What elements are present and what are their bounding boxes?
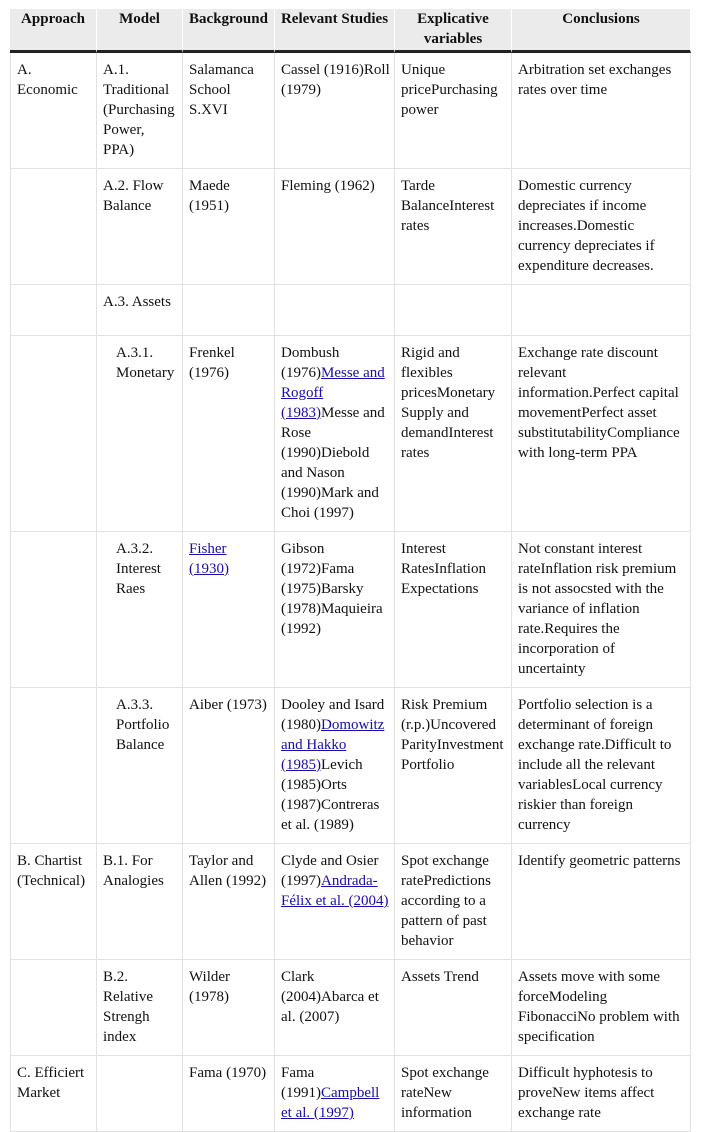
approach-cell	[10, 532, 97, 688]
table-header-row	[10, 9, 691, 53]
variables-cell: Tarde BalanceInterest rates	[395, 169, 512, 285]
study-text: Gibson (1972)	[281, 541, 325, 577]
study-text: Mark and Choi (1997)	[281, 485, 379, 521]
model-cell	[97, 1056, 183, 1132]
studies-cell	[275, 532, 395, 688]
study-text: Fleming (1962)	[281, 178, 375, 194]
variables-cell: Assets Trend	[395, 960, 512, 1056]
conclusions-cell: Assets move with some forceModeling FibonacciNo problem with specification	[512, 960, 691, 1056]
table-row	[10, 844, 691, 960]
conclusions-cell	[512, 285, 691, 336]
study-text: Messe and Rose (1990)	[281, 405, 385, 461]
background-cell: Wilder (1978)	[183, 960, 275, 1056]
conclusions-cell: Difficult hyphotesis to proveNew items affect exchange rate	[512, 1056, 691, 1132]
study-text: Clark (2004)	[281, 969, 321, 1005]
study-text: Maquieira (1992)	[281, 601, 383, 637]
header-background: Background	[183, 9, 275, 53]
studies-cell	[275, 688, 395, 844]
model-cell: A.3.1. Monetary	[97, 336, 183, 532]
study-text: Clyde and Osier (1997)	[281, 853, 379, 889]
approach-cell: A. Economic	[10, 53, 97, 169]
background-cell: Fama (1970)	[183, 1056, 275, 1132]
study-link[interactable]: Campbell et al. (1997)	[281, 1085, 380, 1121]
studies-cell	[275, 53, 395, 169]
study-text: Orts (1987)	[281, 777, 347, 813]
variables-cell: Interest RatesInflation Expectations	[395, 532, 512, 688]
approach-cell	[10, 960, 97, 1056]
approach-cell: C. Efficiert Market	[10, 1056, 97, 1132]
background-cell	[183, 532, 275, 688]
approaches-table	[10, 9, 691, 1132]
header-explicative-variables: Explicative variables	[395, 9, 512, 53]
study-text: Fama (1991)	[281, 1065, 321, 1101]
background-cell: Aiber (1973)	[183, 688, 275, 844]
background-link[interactable]: Fisher (1930)	[189, 541, 229, 577]
header-model: Model	[97, 9, 183, 53]
study-link[interactable]: Andrada-Félix et al. (2004)	[281, 873, 389, 909]
variables-cell: Spot exchange rateNew information	[395, 1056, 512, 1132]
background-cell: Salamanca School S.XVI	[183, 53, 275, 169]
variables-cell	[395, 285, 512, 336]
study-text: Roll (1979)	[281, 62, 390, 98]
study-text: Diebold and Nason (1990)	[281, 445, 370, 501]
header-conclusions: Conclusions	[512, 9, 691, 53]
variables-cell: Risk Premium (r.p.)Uncovered ParityInvestment Portfolio	[395, 688, 512, 844]
header-approach: Approach	[10, 9, 97, 53]
conclusions-cell: Arbitration set exchanges rates over time	[512, 53, 691, 169]
study-text: Cassel (1916)	[281, 62, 364, 78]
study-text: Contreras et al. (1989)	[281, 797, 380, 833]
variables-cell: Rigid and flexibles pricesMonetary Supply and demandInterest rates	[395, 336, 512, 532]
studies-cell	[275, 1056, 395, 1132]
table-row	[10, 53, 691, 169]
study-text: Dombush (1976)	[281, 345, 340, 381]
studies-cell	[275, 844, 395, 960]
model-cell: A.3.2. Interest Raes	[97, 532, 183, 688]
studies-cell	[275, 169, 395, 285]
model-cell: A.1. Traditional (Purchasing Power, PPA)	[97, 53, 183, 169]
approach-cell	[10, 285, 97, 336]
approach-cell	[10, 336, 97, 532]
conclusions-cell: Domestic currency depreciates if income increases.Domestic currency depreciates if expenditure decreases.	[512, 169, 691, 285]
table-row	[10, 169, 691, 285]
conclusions-cell: Identify geometric patterns	[512, 844, 691, 960]
table-row	[10, 285, 691, 336]
study-link[interactable]: Messe and Rogoff (1983)	[281, 365, 385, 421]
study-link[interactable]: Domowitz and Hakko (1985)	[281, 717, 385, 773]
table-row	[10, 960, 691, 1056]
study-text: Levich (1985)	[281, 757, 363, 793]
model-cell: A.3.3. Portfolio Balance	[97, 688, 183, 844]
conclusions-cell: Exchange rate discount relevant information.Perfect capital movementPerfect asset substitutabilityCompliance with long-term PPA	[512, 336, 691, 532]
conclusions-cell: Not constant interest rateInflation risk premium is not assocsted with the variance of inflation rate.Requires the incorporation of uncertainty	[512, 532, 691, 688]
studies-cell	[275, 285, 395, 336]
approach-cell	[10, 169, 97, 285]
header-relevant-studies: Relevant Studies	[275, 9, 395, 53]
table-row	[10, 532, 691, 688]
model-cell: A.2. Flow Balance	[97, 169, 183, 285]
model-cell: A.3. Assets	[97, 285, 183, 336]
conclusions-cell: Portfolio selection is a determinant of foreign exchange rate.Difficult to include all the relevant variablesLocal currency riskier than foreign currency	[512, 688, 691, 844]
background-cell	[183, 285, 275, 336]
approach-cell: B. Chartist (Technical)	[10, 844, 97, 960]
study-text: Barsky (1978)	[281, 581, 364, 617]
studies-cell	[275, 960, 395, 1056]
table-body	[10, 53, 691, 1132]
table-row	[10, 688, 691, 844]
table-row	[10, 1056, 691, 1132]
study-text: Abarca et al. (2007)	[281, 989, 379, 1025]
background-cell: Taylor and Allen (1992)	[183, 844, 275, 960]
studies-cell	[275, 336, 395, 532]
background-cell: Maede (1951)	[183, 169, 275, 285]
study-text: Fama (1975)	[281, 561, 355, 597]
variables-cell: Unique pricePurchasing power	[395, 53, 512, 169]
model-cell: B.1. For Analogies	[97, 844, 183, 960]
model-cell: B.2. Relative Strengh index	[97, 960, 183, 1056]
background-cell: Frenkel (1976)	[183, 336, 275, 532]
study-text: Dooley and Isard (1980)	[281, 697, 385, 733]
table-row	[10, 336, 691, 532]
variables-cell: Spot exchange ratePredictions according to a pattern of past behavior	[395, 844, 512, 960]
approach-cell	[10, 688, 97, 844]
